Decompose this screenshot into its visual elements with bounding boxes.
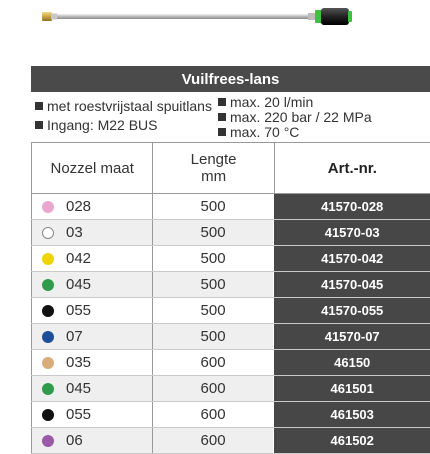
art-number-cell: 41570-07 (273, 324, 430, 349)
bullet-square-icon (35, 121, 43, 129)
length-cell: 600 (152, 428, 274, 453)
art-number-cell: 461501 (273, 376, 430, 401)
table-row (31, 194, 430, 220)
art-number-cell: 41570-045 (273, 272, 430, 297)
header-nozzle: Nozzel maat (31, 143, 152, 193)
spec-text: max. 70 °C (230, 124, 300, 140)
length-cell: 500 (152, 220, 274, 245)
spec-item (218, 109, 372, 125)
length-cell: 600 (152, 376, 274, 401)
nozzle-size: 055 (66, 302, 92, 319)
table-row (31, 246, 430, 272)
nozzle-cell (31, 350, 152, 375)
art-number-cell: 41570-042 (273, 246, 430, 271)
nozzle-size: 055 (66, 406, 92, 423)
nozzle-color-dot-icon (42, 279, 54, 291)
table-row (31, 428, 430, 454)
nozzle-cell (31, 220, 152, 245)
header-length-unit: mm (201, 168, 227, 185)
nozzle-size: 07 (66, 328, 83, 345)
nozzle-cell (31, 402, 152, 427)
nozzle-color-dot-icon (42, 253, 54, 265)
nozzle-size: 035 (66, 354, 92, 371)
length-cell: 500 (152, 298, 274, 323)
length-cell: 500 (152, 194, 274, 219)
length-cell: 600 (152, 350, 274, 375)
art-number-cell: 461502 (273, 428, 430, 453)
nozzle-cell (31, 272, 152, 297)
nozzle-size: 045 (66, 276, 92, 293)
nozzle-color-dot-icon (42, 383, 54, 395)
header-length (152, 143, 273, 193)
table-row (31, 376, 430, 402)
table-header (31, 142, 430, 194)
table-row (31, 350, 430, 376)
nozzle-table (31, 142, 430, 454)
bullet-square-icon (218, 128, 226, 136)
bullet-square-icon (35, 102, 43, 110)
art-number-cell: 461503 (273, 402, 430, 427)
nozzle-cell (31, 246, 152, 271)
nozzle-cell (31, 376, 152, 401)
length-cell: 500 (152, 272, 274, 297)
nozzle-size: 06 (66, 432, 83, 449)
nozzle-size: 03 (66, 224, 83, 241)
spec-item (218, 94, 313, 110)
nozzle-color-dot-icon (42, 357, 54, 369)
table-row (31, 272, 430, 298)
nozzle-color-dot-icon (42, 435, 54, 447)
spec-text: max. 220 bar / 22 MPa (230, 109, 372, 125)
header-length-label: Lengte (190, 151, 237, 168)
nozzle-cell (31, 194, 152, 219)
header-art: Art.-nr. (274, 143, 430, 193)
spec-text: met roestvrijstaal spuitlans (47, 98, 212, 114)
table-row (31, 220, 430, 246)
section-title: Vuilfrees-lans (31, 66, 430, 92)
spec-text: Ingang: M22 BUS (47, 117, 158, 133)
nozzle-cell (31, 428, 152, 453)
nozzle-cell (31, 298, 152, 323)
spec-item (218, 124, 299, 140)
art-number-cell: 41570-028 (273, 194, 430, 219)
nozzle-color-dot-icon (42, 201, 54, 213)
table-body (31, 194, 430, 454)
length-cell: 600 (152, 402, 274, 427)
table-row (31, 324, 430, 350)
bullet-square-icon (218, 98, 226, 106)
spec-list (31, 94, 430, 138)
art-number-cell: 46150 (273, 350, 430, 375)
lance-image (0, 0, 430, 40)
table-row (31, 298, 430, 324)
spec-text: max. 20 l/min (230, 94, 314, 110)
length-cell: 500 (152, 246, 274, 271)
nozzle-color-dot-icon (42, 227, 54, 239)
art-number-cell: 41570-03 (273, 220, 430, 245)
nozzle-color-dot-icon (42, 305, 54, 317)
nozzle-color-dot-icon (42, 331, 54, 343)
art-number-cell: 41570-055 (273, 298, 430, 323)
spec-item (35, 98, 212, 114)
nozzle-size: 028 (66, 198, 92, 215)
nozzle-color-dot-icon (42, 409, 54, 421)
bullet-square-icon (218, 113, 226, 121)
nozzle-size: 042 (66, 250, 92, 267)
table-row (31, 402, 430, 428)
nozzle-cell (31, 324, 152, 349)
length-cell: 500 (152, 324, 274, 349)
nozzle-size: 045 (66, 380, 92, 397)
spec-item (35, 117, 158, 133)
